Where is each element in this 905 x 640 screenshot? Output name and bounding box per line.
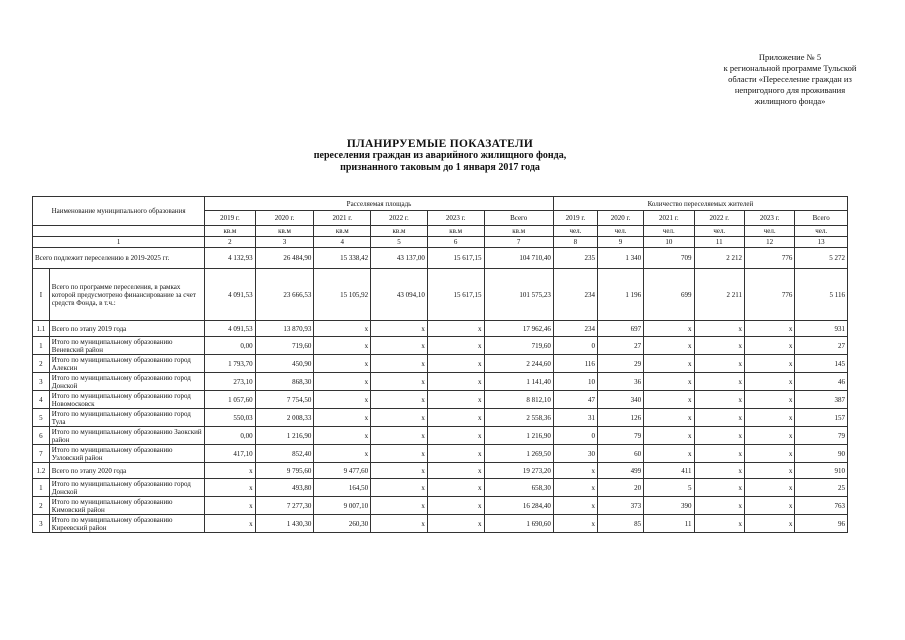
table-cell: 4 091,53 — [205, 321, 255, 337]
row-number: 2 — [33, 355, 50, 373]
table-cell: 2 008,33 — [255, 409, 314, 427]
table-cell: x — [644, 373, 694, 391]
table-cell: x — [427, 337, 484, 355]
table-row — [33, 337, 848, 355]
table-cell: 0,00 — [205, 337, 255, 355]
table-cell: 157 — [795, 409, 848, 427]
table-cell: 30 — [553, 445, 597, 463]
table-row — [33, 321, 848, 337]
table-cell: 116 — [553, 355, 597, 373]
table-cell: x — [744, 409, 794, 427]
year-header: 2023 г. — [744, 211, 794, 226]
area-group-header: Расселяемая площадь — [205, 197, 554, 211]
column-number: 3 — [255, 237, 314, 248]
table-cell: 15 105,92 — [314, 269, 371, 321]
table-cell: x — [644, 427, 694, 445]
table-cell: 15 617,15 — [427, 269, 484, 321]
table-cell: 5 116 — [795, 269, 848, 321]
table-cell: 5 — [644, 479, 694, 497]
table-cell: x — [205, 479, 255, 497]
appendix-block — [690, 52, 890, 107]
unit-header: чел. — [694, 226, 744, 237]
unit-header: кв.м — [314, 226, 371, 237]
table-cell: 235 — [553, 248, 597, 269]
table-cell: x — [427, 391, 484, 409]
table-cell: 234 — [553, 269, 597, 321]
table-cell: x — [427, 427, 484, 445]
residents-group-header: Количество переселяемых жителей — [553, 197, 847, 211]
indicators-table — [32, 196, 848, 533]
table-cell: x — [371, 337, 428, 355]
table-cell: 417,10 — [205, 445, 255, 463]
table-cell: 373 — [597, 497, 643, 515]
table-cell: 9 007,10 — [314, 497, 371, 515]
table-row — [33, 373, 848, 391]
row-number: 4 — [33, 391, 50, 409]
row-name: Всего по этапу 2020 года — [49, 463, 204, 479]
table-cell: x — [314, 355, 371, 373]
row-name: Итого по муниципальному образованию город Донской — [49, 479, 204, 497]
year-header: 2021 г. — [314, 211, 371, 226]
table-cell: x — [371, 355, 428, 373]
table-cell: 2 212 — [694, 248, 744, 269]
year-header: 2022 г. — [694, 211, 744, 226]
table-cell: x — [427, 463, 484, 479]
table-cell: 15 617,15 — [427, 248, 484, 269]
table-cell: 9 477,60 — [314, 463, 371, 479]
row-number: 1.1 — [33, 321, 50, 337]
table-cell: 16 284,40 — [484, 497, 553, 515]
table-cell: x — [694, 321, 744, 337]
table-cell: 2 244,60 — [484, 355, 553, 373]
year-header: 2022 г. — [371, 211, 428, 226]
table-cell: x — [205, 497, 255, 515]
table-cell: 699 — [644, 269, 694, 321]
table-cell: 387 — [795, 391, 848, 409]
table-cell: 85 — [597, 515, 643, 533]
table-cell: 1 196 — [597, 269, 643, 321]
table-row — [33, 248, 848, 269]
title-main: ПЛАНИРУЕМЫЕ ПОКАЗАТЕЛИ — [346, 138, 534, 150]
table-cell: 26 484,90 — [255, 248, 314, 269]
table-cell: 7 754,50 — [255, 391, 314, 409]
table-row — [33, 497, 848, 515]
table-cell: 164,50 — [314, 479, 371, 497]
row-number: 5 — [33, 409, 50, 427]
table-cell: x — [371, 391, 428, 409]
appendix-line: области «Переселение граждан из — [728, 74, 852, 84]
table-cell: x — [427, 497, 484, 515]
table-cell: 910 — [795, 463, 848, 479]
table-cell: 776 — [744, 269, 794, 321]
table-cell: x — [694, 479, 744, 497]
table-cell: 550,03 — [205, 409, 255, 427]
table-cell: x — [694, 427, 744, 445]
row-number: 1 — [33, 479, 50, 497]
table-cell: x — [553, 463, 597, 479]
row-number: 7 — [33, 445, 50, 463]
unit-header: кв.м — [205, 226, 255, 237]
table-cell: 43 094,10 — [371, 269, 428, 321]
row-number: 1.2 — [33, 463, 50, 479]
table-cell: x — [644, 391, 694, 409]
table-cell: x — [553, 479, 597, 497]
table-cell: x — [427, 445, 484, 463]
appendix-line: к региональной программе Тульской — [723, 63, 857, 73]
table-cell: 1 340 — [597, 248, 643, 269]
column-number: 10 — [644, 237, 694, 248]
table-cell: 2 558,36 — [484, 409, 553, 427]
table-cell: x — [427, 515, 484, 533]
column-number: 9 — [597, 237, 643, 248]
table-cell: 1 057,60 — [205, 391, 255, 409]
table-cell: 260,30 — [314, 515, 371, 533]
table-cell: x — [427, 321, 484, 337]
table-cell: 852,40 — [255, 445, 314, 463]
table-cell: 29 — [597, 355, 643, 373]
column-number: 2 — [205, 237, 255, 248]
unit-header: кв.м — [484, 226, 553, 237]
table-cell: 931 — [795, 321, 848, 337]
table-cell: x — [744, 337, 794, 355]
column-number: 13 — [795, 237, 848, 248]
unit-header: чел. — [553, 226, 597, 237]
row-name: Итого по муниципальному образованию город Алексин — [49, 355, 204, 373]
table-row — [33, 463, 848, 479]
table-cell: x — [694, 409, 744, 427]
table-cell: 20 — [597, 479, 643, 497]
row-name: Итого по муниципальному образованию Кимовский район — [49, 497, 204, 515]
table-cell: 25 — [795, 479, 848, 497]
table-cell: x — [371, 479, 428, 497]
table-cell: 5 272 — [795, 248, 848, 269]
table-cell: 31 — [553, 409, 597, 427]
table-cell: 96 — [795, 515, 848, 533]
table-cell: 234 — [553, 321, 597, 337]
table-cell: 9 795,60 — [255, 463, 314, 479]
table-cell: x — [371, 427, 428, 445]
column-number: 6 — [427, 237, 484, 248]
year-header: 2019 г. — [205, 211, 255, 226]
table-cell: x — [314, 321, 371, 337]
table-row — [33, 427, 848, 445]
table-cell: 1 141,40 — [484, 373, 553, 391]
column-number: 8 — [553, 237, 597, 248]
table-cell: x — [744, 391, 794, 409]
table-cell: 104 710,40 — [484, 248, 553, 269]
table-row — [33, 445, 848, 463]
year-header: 2020 г. — [597, 211, 643, 226]
row-number: I — [33, 269, 50, 321]
table-cell: 4 132,93 — [205, 248, 255, 269]
table-cell: 0,00 — [205, 427, 255, 445]
table-cell: 46 — [795, 373, 848, 391]
table-cell: 13 870,93 — [255, 321, 314, 337]
table-cell: 11 — [644, 515, 694, 533]
table-cell: x — [371, 445, 428, 463]
table-cell: 776 — [744, 248, 794, 269]
unit-header: кв.м — [371, 226, 428, 237]
table-cell: 390 — [644, 497, 694, 515]
table-cell: x — [744, 355, 794, 373]
table-cell: 10 — [553, 373, 597, 391]
table-cell: x — [427, 373, 484, 391]
table-cell: 36 — [597, 373, 643, 391]
row-name: Итого по муниципальному образованию Киреевский район — [49, 515, 204, 533]
table-cell: 126 — [597, 409, 643, 427]
table-cell: x — [371, 463, 428, 479]
table-cell: 79 — [795, 427, 848, 445]
table-cell: 2 211 — [694, 269, 744, 321]
table-cell: x — [314, 427, 371, 445]
title-sub: переселения граждан из аварийного жилищного фонда, — [313, 150, 567, 161]
table-cell: x — [694, 391, 744, 409]
appendix-number: Приложение № 5 — [758, 52, 822, 62]
table-cell: x — [314, 373, 371, 391]
table-cell: x — [314, 445, 371, 463]
table-cell: 493,80 — [255, 479, 314, 497]
table-cell: 17 962,46 — [484, 321, 553, 337]
table-cell: x — [694, 515, 744, 533]
table-cell: x — [644, 445, 694, 463]
column-number: 5 — [371, 237, 428, 248]
table-cell: 763 — [795, 497, 848, 515]
table-cell: x — [694, 373, 744, 391]
table-cell: 4 091,53 — [205, 269, 255, 321]
unit-header: чел. — [795, 226, 848, 237]
table-cell: x — [427, 409, 484, 427]
year-header: 2023 г. — [427, 211, 484, 226]
year-header: 2021 г. — [644, 211, 694, 226]
table-cell: x — [371, 321, 428, 337]
table-cell: 450,90 — [255, 355, 314, 373]
year-header: Всего — [484, 211, 553, 226]
table-cell: x — [371, 497, 428, 515]
table-cell: x — [314, 409, 371, 427]
year-header: 2020 г. — [255, 211, 314, 226]
table-cell: x — [371, 409, 428, 427]
table-cell: x — [694, 463, 744, 479]
table-cell: x — [644, 355, 694, 373]
row-name: Итого по муниципальному образованию Узловский район — [49, 445, 204, 463]
table-cell: x — [427, 479, 484, 497]
table-cell: 8 812,10 — [484, 391, 553, 409]
appendix-line: непригодного для проживания — [734, 85, 846, 95]
table-row — [33, 479, 848, 497]
row-name: Всего по этапу 2019 года — [49, 321, 204, 337]
appendix-line: жилищного фонда» — [754, 96, 826, 106]
table-cell: x — [744, 463, 794, 479]
table-row — [33, 269, 848, 321]
unit-header: кв.м — [427, 226, 484, 237]
column-number: 1 — [33, 237, 205, 248]
table-cell: 719,60 — [255, 337, 314, 355]
title-sub: признанного таковым до 1 января 2017 года — [340, 162, 540, 173]
row-name: Итого по муниципальному образованию Заокский район — [49, 427, 204, 445]
table-cell: 27 — [597, 337, 643, 355]
table-cell: x — [553, 497, 597, 515]
table-cell: x — [744, 515, 794, 533]
table-row — [33, 515, 848, 533]
table-cell: x — [371, 515, 428, 533]
row-name: Итого по муниципальному образованию город Донской — [49, 373, 204, 391]
column-number: 12 — [744, 237, 794, 248]
row-number: 6 — [33, 427, 50, 445]
table-cell: 1 690,60 — [484, 515, 553, 533]
table-cell: 709 — [644, 248, 694, 269]
unit-header: кв.м — [255, 226, 314, 237]
table-row — [33, 409, 848, 427]
table-cell: 1 430,30 — [255, 515, 314, 533]
year-header: 2019 г. — [553, 211, 597, 226]
table-cell: 47 — [553, 391, 597, 409]
table-cell: 90 — [795, 445, 848, 463]
table-cell: 0 — [553, 337, 597, 355]
table-cell: 7 277,30 — [255, 497, 314, 515]
row-number: 1 — [33, 337, 50, 355]
row-name: Итого по муниципальному образованию город Тула — [49, 409, 204, 427]
table-cell: 658,30 — [484, 479, 553, 497]
name-column-header: Наименование муниципального образования — [33, 197, 205, 226]
table-cell: x — [694, 337, 744, 355]
row-name: Всего подлежит переселению в 2019-2025 гг. — [33, 248, 205, 269]
table-cell: x — [694, 497, 744, 515]
table-cell: x — [371, 373, 428, 391]
row-number: 3 — [33, 373, 50, 391]
table-cell: x — [744, 497, 794, 515]
table-cell: x — [553, 515, 597, 533]
column-number: 11 — [694, 237, 744, 248]
table-row — [33, 391, 848, 409]
unit-header: чел. — [744, 226, 794, 237]
table-row — [33, 355, 848, 373]
table-cell: x — [694, 355, 744, 373]
document-title — [230, 138, 650, 174]
table-cell: 145 — [795, 355, 848, 373]
table-cell: 411 — [644, 463, 694, 479]
table-cell: 23 666,53 — [255, 269, 314, 321]
table-cell: 15 338,42 — [314, 248, 371, 269]
table-cell: 499 — [597, 463, 643, 479]
column-number: 4 — [314, 237, 371, 248]
row-number: 3 — [33, 515, 50, 533]
row-name: Итого по муниципальному образованию Веневский район — [49, 337, 204, 355]
table-cell: x — [744, 445, 794, 463]
unit-header: чел. — [597, 226, 643, 237]
table-cell: 868,30 — [255, 373, 314, 391]
row-name: Всего по программе переселения, в рамках которой предусмотрено финансирование за счет средств Фонда, в т.ч.: — [49, 269, 204, 321]
table-cell: 19 273,20 — [484, 463, 553, 479]
row-name: Итого по муниципальному образованию город Новомосковск — [49, 391, 204, 409]
table-cell: x — [694, 445, 744, 463]
unit-header: чел. — [644, 226, 694, 237]
table-cell: x — [644, 409, 694, 427]
table-cell: x — [744, 427, 794, 445]
table-cell: x — [205, 515, 255, 533]
table-cell: 60 — [597, 445, 643, 463]
table-cell: 697 — [597, 321, 643, 337]
table-cell: 101 575,23 — [484, 269, 553, 321]
table-cell: x — [314, 337, 371, 355]
table-cell: 340 — [597, 391, 643, 409]
row-number: 2 — [33, 497, 50, 515]
table-cell: x — [205, 463, 255, 479]
table-cell: 1 269,50 — [484, 445, 553, 463]
table-cell: x — [744, 321, 794, 337]
table-cell: x — [744, 479, 794, 497]
table-cell: x — [427, 355, 484, 373]
column-number: 7 — [484, 237, 553, 248]
table-cell: 1 216,90 — [255, 427, 314, 445]
table-cell: 27 — [795, 337, 848, 355]
table-cell: x — [744, 373, 794, 391]
table-cell: 1 216,90 — [484, 427, 553, 445]
year-header: Всего — [795, 211, 848, 226]
table-cell: 43 137,00 — [371, 248, 428, 269]
table-cell: x — [644, 337, 694, 355]
table-cell: x — [644, 321, 694, 337]
table-cell: x — [314, 391, 371, 409]
table-cell: 0 — [553, 427, 597, 445]
table-cell: 1 793,70 — [205, 355, 255, 373]
table-cell: 719,60 — [484, 337, 553, 355]
table-cell: 273,10 — [205, 373, 255, 391]
table-cell: 79 — [597, 427, 643, 445]
